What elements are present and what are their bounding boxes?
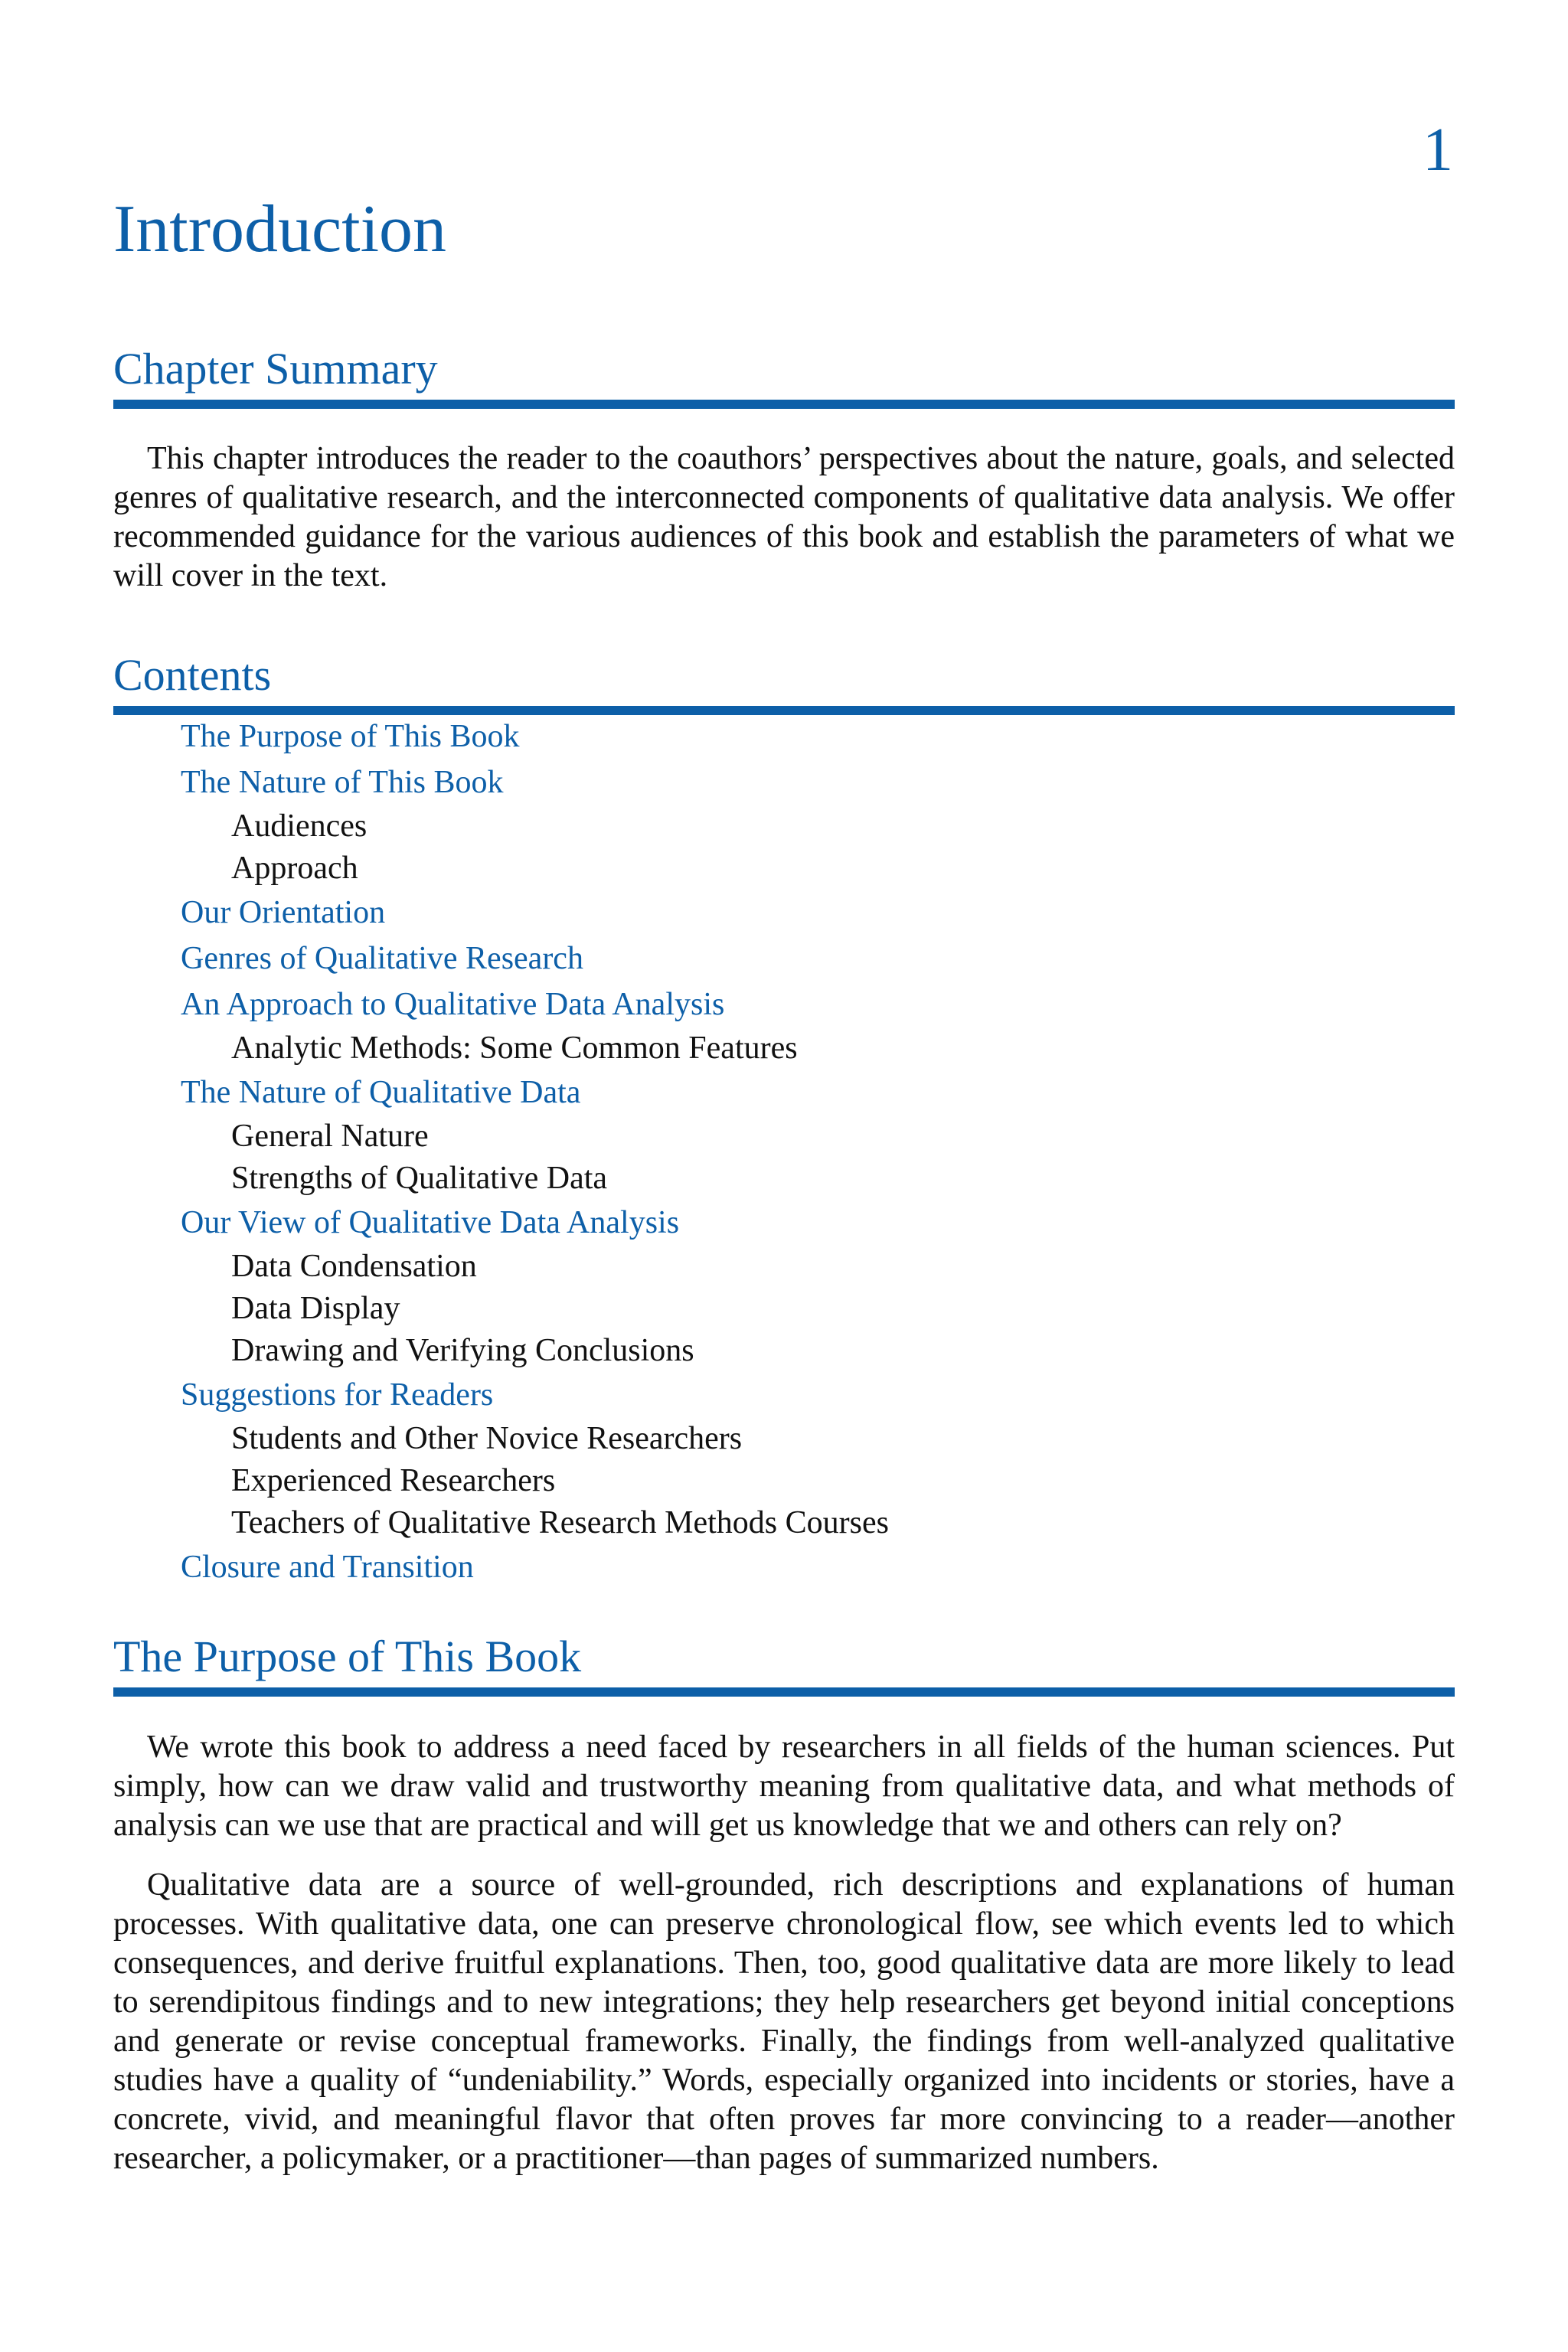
contents-heading: Contents [113, 650, 272, 700]
contents-subentry: General Nature [231, 1119, 429, 1154]
contents-subentry: Experienced Researchers [231, 1463, 556, 1498]
chapter-summary-text: This chapter introduces the reader to the coauthors’ perspectives about the nature, goals, and selected genres of qualitative research, and the interconnected components of qualitative data analysis. We offer recommended guidance for the various audiences of this book and establish the parameters of what we will cover in the text. [113, 441, 1455, 593]
contents-entry: The Purpose of This Book [181, 719, 520, 754]
contents-entry: Suggestions for Readers [181, 1377, 494, 1413]
chapter-title: Introduction [113, 192, 447, 266]
contents-subentry: Analytic Methods: Some Common Features [231, 1031, 798, 1066]
contents-list [0, 714, 1568, 1590]
contents-entry: The Nature of Qualitative Data [181, 1075, 581, 1110]
purpose-paragraph-1: We wrote this book to address a need faced by researchers in all fields of the human sciences. Put simply, how can we draw valid and trustworthy meaning from qualitative data, and what methods of analysis can we use that are practical and will get us knowledge that we and others can rely on? [113, 1730, 1455, 1843]
contents-subentry: Audiences [231, 808, 368, 844]
chapter-summary-rule [113, 400, 1455, 409]
contents-entry: Our View of Qualitative Data Analysis [181, 1205, 680, 1240]
contents-entry: The Nature of This Book [181, 765, 504, 800]
contents-entry: Our Orientation [181, 895, 386, 930]
contents-subentry: Teachers of Qualitative Research Methods Courses [231, 1505, 889, 1540]
purpose-heading: The Purpose of This Book [113, 1632, 582, 1681]
contents-subentry: Drawing and Verifying Conclusions [231, 1333, 694, 1368]
contents-entry: An Approach to Qualitative Data Analysis [181, 987, 725, 1022]
contents-subentry: Strengths of Qualitative Data [231, 1161, 608, 1196]
contents-entry: Closure and Transition [181, 1550, 474, 1585]
purpose-paragraph-2: Qualitative data are a source of well-grounded, rich descriptions and explanations of human processes. With qualitative data, one can preserve chronological flow, see which events led to which consequences, and derive fruitful explanations. Then, too, good qualitative data are more likely to lead to serendipitous findings and to new integrations; they help researchers get beyond initial conceptions and generate or revise conceptual frameworks. Finally, the findings from well-analyzed qualitative studies have a quality of “undeniability.” Words, especially organized into incidents or stories, have a concrete, vivid, and meaningful flavor that often proves far more convincing to a reader—another researcher, a policymaker, or a practitioner—than pages of summarized numbers. [113, 1867, 1455, 2176]
contents-subentry: Data Display [231, 1291, 400, 1326]
contents-entry: Genres of Qualitative Research [181, 941, 583, 976]
purpose-rule [113, 1687, 1455, 1697]
contents-subentry: Students and Other Novice Researchers [231, 1421, 743, 1456]
chapter-summary-heading: Chapter Summary [113, 344, 438, 394]
contents-subentry: Data Condensation [231, 1249, 477, 1284]
contents-subentry: Approach [231, 851, 358, 886]
chapter-number: 1 [1423, 116, 1453, 184]
